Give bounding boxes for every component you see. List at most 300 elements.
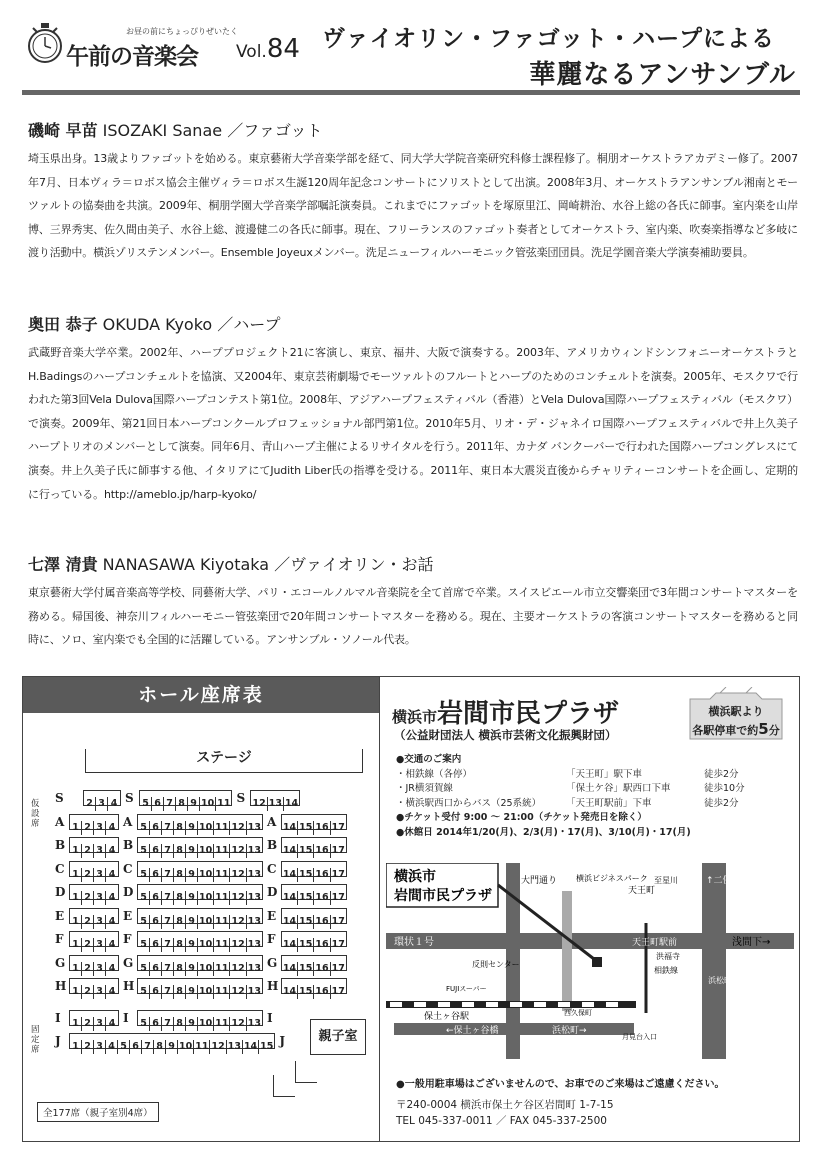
seat: 13 xyxy=(247,939,261,950)
row-label: A xyxy=(266,814,277,829)
row-label: D xyxy=(123,885,134,899)
row-label: H xyxy=(266,979,279,993)
closed-days: ●休館日 2014年1/20(月)、2/3(月)・17(月)、3/10(月)・17(月) xyxy=(396,826,691,838)
seat: 8 xyxy=(174,1017,186,1031)
seat: 13 xyxy=(268,798,282,809)
seat-row xyxy=(55,931,351,948)
seat: 6 xyxy=(152,797,164,811)
bio-nanasawa xyxy=(28,552,798,652)
seat-row xyxy=(55,861,351,878)
seat: 8 xyxy=(174,868,186,882)
map-hanshin: 反則センター xyxy=(472,960,520,969)
seat: 3 xyxy=(94,962,106,976)
seat-row xyxy=(55,978,351,995)
plaza-marker xyxy=(592,957,602,967)
seat: 13 xyxy=(247,892,261,903)
seat: 11 xyxy=(215,1017,229,1029)
row-label: E xyxy=(55,908,65,923)
seat: 2 xyxy=(82,915,94,929)
phone-fax: TEL 045-337-0011 ／ FAX 045-337-2500 xyxy=(396,1115,607,1127)
seat: 15 xyxy=(299,868,313,880)
seat-row xyxy=(55,1033,293,1050)
seat: 12 xyxy=(231,962,245,974)
map-plaza-name: 岩間市民プラザ xyxy=(394,888,492,904)
bio-isozaki xyxy=(28,118,798,265)
venue-address xyxy=(396,1097,614,1129)
seat: 1 xyxy=(70,891,82,905)
row-label: J xyxy=(55,1034,61,1048)
seat: 4 xyxy=(108,962,116,974)
postal-address: 〒240-0004 横浜市保土ケ谷区岩間町 1-7-15 xyxy=(396,1099,614,1111)
seat: 4 xyxy=(108,821,116,833)
seat: 10 xyxy=(201,798,215,809)
seat-group xyxy=(281,861,347,880)
seat: 6 xyxy=(150,821,162,835)
seat: 12 xyxy=(231,821,245,833)
seat: 13 xyxy=(247,868,261,880)
seat-group xyxy=(281,884,347,903)
row-label: J xyxy=(279,1034,286,1048)
map-nihoshigawa: ↑二俣川 xyxy=(706,876,741,886)
seat: 12 xyxy=(231,915,245,927)
seat: 3 xyxy=(94,891,106,905)
seat: 12 xyxy=(231,986,245,997)
seat: 2 xyxy=(84,797,96,811)
seat: 1 xyxy=(70,938,82,952)
bio-text: 埼玉県出身。13歳よりファゴットを始める。東京藝術大学音楽学部を経て、同大学大学院音楽研究科修士課程修了。桐朋オーケストラアカデミー修了。2007年7月、日本ヴィラ＝ロボス協会主催ヴィラ＝ロボス生誕120周年記念コンサートにソリストとして出演。2008年3月、オーケストラアンサンブル湘南とモーツァルトの協奏曲を共演。2009年、桐朋学園大学音楽学部嘱託演奏員。これまでにファゴットを塚原里江、岡崎耕治、水谷上総の各氏に師事。室内楽を山岸博、三界秀実、佐久間由美子、水谷上総、渡邊健二の各氏に師事。現在、フリーランスのファゴット奏者としてオーケストラ、室内楽、吹奏楽指導など多岐に渡り活動中。横浜ゾリステンメンバー。Ensemble Joyeuxメンバー。洗足ニューフィルハーモニック管弦楽団団員。洗足学園音楽大学演奏補助要員。 xyxy=(28,152,798,260)
seat: 6 xyxy=(150,962,162,976)
seat-group xyxy=(250,790,300,809)
row-label: C xyxy=(123,861,133,876)
seat: 4 xyxy=(108,892,116,903)
seat: 4 xyxy=(108,939,116,950)
seat: 12 xyxy=(231,939,245,950)
row-label: G xyxy=(55,955,66,970)
seat: 15 xyxy=(299,892,313,903)
seat: 8 xyxy=(174,962,186,976)
seat: 10 xyxy=(199,845,213,856)
seat: 15 xyxy=(299,939,313,950)
venue-title: 横浜市岩間市民プラザ xyxy=(392,699,620,729)
route-row: ・横浜駅西口からバス（25系統） 「天王町駅前」下車 徒歩2分 xyxy=(396,797,739,809)
seat: 10 xyxy=(179,1041,193,1052)
stair-step xyxy=(295,1061,317,1083)
venue-operator: （公益財団法人 横浜市芸術文化振興財団） xyxy=(394,728,617,742)
seat: 2 xyxy=(82,821,94,835)
seat: 1 xyxy=(70,821,82,835)
seat: 10 xyxy=(199,821,213,833)
seat-row xyxy=(55,955,351,972)
seat: 11 xyxy=(215,892,229,903)
map-hodogaya-bashi: ←保土ヶ谷橋 xyxy=(446,1026,499,1036)
row-label: S xyxy=(55,791,64,805)
seat: 2 xyxy=(82,844,94,858)
seat: 3 xyxy=(94,985,106,999)
row-label: F xyxy=(123,932,132,946)
seat: 5 xyxy=(138,962,150,976)
seat: 6 xyxy=(150,891,162,905)
seat-group xyxy=(69,908,119,927)
lower-road xyxy=(394,1023,634,1035)
seat-group xyxy=(137,931,263,950)
seat: 16 xyxy=(315,845,329,856)
seat-group xyxy=(281,931,347,950)
seat-row xyxy=(55,884,351,901)
seat: 3 xyxy=(94,821,106,835)
seat: 16 xyxy=(315,939,329,950)
seat: 5 xyxy=(138,938,150,952)
seat: 17 xyxy=(331,939,345,950)
seat: 11 xyxy=(217,798,231,809)
seat: 7 xyxy=(162,844,174,858)
seat: 5 xyxy=(138,915,150,929)
train-badge xyxy=(680,687,792,747)
access-line2: 各駅停車で約5分 xyxy=(692,720,780,738)
seat: 4 xyxy=(108,986,116,997)
seat-group xyxy=(137,837,263,856)
seat-group xyxy=(139,790,232,809)
seat: 3 xyxy=(94,844,106,858)
map-sotetsu: 相鉄線 xyxy=(654,966,678,975)
row-label: F xyxy=(55,932,64,946)
seat: 4 xyxy=(106,1040,118,1054)
seat: 16 xyxy=(315,915,329,927)
seat-group xyxy=(137,955,263,974)
seat: 11 xyxy=(215,868,229,880)
seat: 16 xyxy=(315,962,329,974)
seat: 14 xyxy=(284,798,299,809)
seat-group xyxy=(137,861,263,880)
seat: 9 xyxy=(166,1040,178,1054)
map-fuji: FUJIスーパー xyxy=(446,985,487,993)
seat: 6 xyxy=(150,1017,162,1031)
seat: 7 xyxy=(162,821,174,835)
seat: 11 xyxy=(215,845,229,856)
seat: 15 xyxy=(299,915,313,927)
seat: 14 xyxy=(282,821,297,833)
seat: 9 xyxy=(186,915,198,929)
seat: 9 xyxy=(186,985,198,999)
seat: 13 xyxy=(247,1017,261,1029)
concert-title-line2: 華麗なるアンサンブル xyxy=(529,60,796,90)
seat: 12 xyxy=(231,868,245,880)
seat: 11 xyxy=(215,939,229,950)
seat: 9 xyxy=(186,938,198,952)
info-panel xyxy=(22,676,800,1142)
seat: 17 xyxy=(331,915,345,927)
row-label: G xyxy=(266,955,278,970)
seat-group xyxy=(137,908,263,927)
map-hodogaya-station: 保土ヶ谷駅 xyxy=(424,1012,470,1022)
seat: 9 xyxy=(186,844,198,858)
seat: 3 xyxy=(94,1040,106,1054)
seat: 3 xyxy=(94,938,106,952)
row-label: B xyxy=(123,838,134,852)
row-label: B xyxy=(55,838,66,852)
row-label: H xyxy=(123,979,135,993)
seat: 5 xyxy=(138,844,150,858)
header-divider xyxy=(22,90,800,95)
seat: 5 xyxy=(118,1040,130,1054)
row-label: C xyxy=(55,861,65,876)
seat: 11 xyxy=(215,962,229,974)
seat: 8 xyxy=(174,821,186,835)
route-row: ・JR横須賀線 「保土ケ谷」駅西口下車 徒歩10分 xyxy=(396,783,745,794)
row-label: D xyxy=(55,885,66,899)
row-label: I xyxy=(123,1010,129,1025)
seat-group xyxy=(69,814,119,833)
seat: 1 xyxy=(70,962,82,976)
seat-group xyxy=(69,978,119,997)
seat: 16 xyxy=(315,821,329,833)
seat: 9 xyxy=(186,1017,198,1031)
map-asama: 浅間下→ xyxy=(732,937,771,948)
traffic-heading: ●交通のご案内 xyxy=(396,754,462,765)
seat: 8 xyxy=(174,891,186,905)
row-label: F xyxy=(266,932,276,946)
map-tennocho-station: 天王町 xyxy=(628,886,656,896)
seat: 10 xyxy=(199,868,213,880)
concert-title-line1: ヴァイオリン・ファゴット・ハープによる xyxy=(322,25,776,52)
parking-note: ●一般用駐車場はございませんので、お車でのご来場はご遠慮ください。 xyxy=(396,1079,725,1090)
label-fixed-seats: 固定席 xyxy=(31,1025,40,1055)
seat: 7 xyxy=(162,938,174,952)
seat: 9 xyxy=(186,962,198,976)
map-tsuki: 月見台入口 xyxy=(622,1033,657,1041)
seat: 5 xyxy=(138,891,150,905)
sotetsu-rail xyxy=(386,1001,636,1008)
seat: 4 xyxy=(108,868,116,880)
map-hamamatsu: 浜松町↓ xyxy=(708,976,739,985)
seat: 10 xyxy=(199,915,213,927)
map-business-park: 横浜ビジネスパーク xyxy=(576,874,648,883)
seat-row xyxy=(55,837,351,854)
seat: 8 xyxy=(174,915,186,929)
seat-group xyxy=(69,1033,275,1052)
page-header xyxy=(22,12,800,92)
map-ring-road: 環状１号 xyxy=(394,937,434,948)
clock-icon xyxy=(24,20,66,66)
seat: 2 xyxy=(82,891,94,905)
seat: 4 xyxy=(108,845,116,856)
seat: 17 xyxy=(331,962,345,974)
stair-step xyxy=(273,1075,295,1097)
row-label: A xyxy=(123,814,133,829)
volume-number: Vol.84 xyxy=(236,34,300,64)
seat-group xyxy=(281,814,347,833)
seat-group xyxy=(137,978,263,997)
map-omon: 大門通り xyxy=(521,876,558,886)
map-kohukuji: 洪福寺 xyxy=(656,952,680,961)
seat: 2 xyxy=(82,938,94,952)
seat: 13 xyxy=(247,845,261,856)
bio-heading: 奥田 恭子 OKUDA Kyoko ／ハープ xyxy=(28,315,281,334)
seat: 13 xyxy=(247,962,261,974)
route-row: ・相鉄線（各停） 「天王町」駅下車 徒歩2分 xyxy=(396,768,739,780)
row-label: A xyxy=(55,814,65,829)
seat: 6 xyxy=(150,938,162,952)
seat: 8 xyxy=(174,844,186,858)
seat: 7 xyxy=(162,915,174,929)
seat: 3 xyxy=(94,915,106,929)
row-label: I xyxy=(266,1010,273,1025)
seat: 9 xyxy=(186,868,198,882)
seating-chart xyxy=(23,677,380,1141)
seat-group xyxy=(69,955,119,974)
access-info xyxy=(396,753,792,840)
seat: 15 xyxy=(260,1041,274,1052)
seat: 1 xyxy=(70,868,82,882)
row-label: S xyxy=(236,791,246,805)
seat: 2 xyxy=(82,985,94,999)
seat-group xyxy=(281,908,347,927)
seat-group xyxy=(83,790,121,809)
map-tennocho-ekimae: 天王町駅前 xyxy=(632,938,678,948)
seat-row xyxy=(55,814,351,831)
seat: 11 xyxy=(215,821,229,833)
seat: 6 xyxy=(150,915,162,929)
parent-child-room: 親子室 xyxy=(310,1019,366,1055)
seat: 4 xyxy=(108,1017,116,1029)
seat: 3 xyxy=(94,868,106,882)
seat: 4 xyxy=(108,915,116,927)
seat: 11 xyxy=(215,986,229,997)
seat: 13 xyxy=(227,1041,241,1052)
seat: 5 xyxy=(138,985,150,999)
row-label: I xyxy=(55,1010,61,1025)
row-label: C xyxy=(266,861,277,876)
seat: 12 xyxy=(252,798,266,809)
seat: 17 xyxy=(331,986,345,997)
seat: 11 xyxy=(215,915,229,927)
map-nishikubo: 西久保町 xyxy=(564,1009,592,1017)
seat-group xyxy=(69,884,119,903)
seat: 8 xyxy=(174,985,186,999)
row-label: S xyxy=(125,791,134,805)
seat: 7 xyxy=(142,1040,154,1054)
seat-group xyxy=(137,814,263,833)
seat-total: 全177席（親子室別4席） xyxy=(37,1102,159,1122)
seat: 1 xyxy=(70,1017,82,1031)
seat: 17 xyxy=(331,845,345,856)
map-hamamatsucho: 浜松町→ xyxy=(552,1026,587,1036)
row-label: D xyxy=(266,885,278,899)
seat: 10 xyxy=(199,1017,213,1029)
stage: ステージ xyxy=(85,749,363,773)
seat: 4 xyxy=(110,798,118,809)
nihoshigawa-road xyxy=(702,863,726,1059)
seat: 2 xyxy=(82,868,94,882)
seat: 17 xyxy=(331,868,345,880)
seat: 12 xyxy=(231,845,245,856)
seat: 14 xyxy=(282,892,297,903)
seat: 7 xyxy=(162,891,174,905)
row-label: E xyxy=(123,908,133,923)
seat: 13 xyxy=(247,986,261,997)
seat: 3 xyxy=(94,1017,106,1031)
seat: 16 xyxy=(315,892,329,903)
seat: 12 xyxy=(211,1041,225,1052)
seat: 10 xyxy=(199,986,213,997)
seat: 5 xyxy=(138,1017,150,1031)
seat-row xyxy=(55,908,351,925)
bio-text: 武蔵野音楽大学卒業。2002年、ハーププロジェクト21に客演し、東京、福井、大阪で演奏する。2003年、アメリカウィンドシンフォニーオーケストラとH.Badingsのハープコンチェルトを協演、又2004年、東京芸術劇場でモーツァルトのフルートとハープのためのコンチェルトを演奏。2005年、モスクワで行われた第3回Vela Dulova国際ハープコンテスト第1位。2008年、アジアハープフェスティバル（香港）とVela Dulova国際ハープフェスティバル（モスクワ）で演奏。2009年、第21回日本ハープコンクールプロフェッショナル部門第1位。2010年5月、リオ・デ・ジャネイロ国際ハープフェスティバルで井上久美子ハープトリオのメンバーとして演奏。同年6月、青山ハープ主催によるリサイタルを行う。2011年、カナダ バンクーバーで行われた国際ハープコングレスにて演奏。井上久美子氏に師事する他、イタリアにてJudith Liber氏の指導を受ける。2011年、東日本大震災直後からチャリティーコンサートを企画し、定期的に行っている。http://ameblo.jp/harp-kyoko/ xyxy=(28,346,798,501)
bio-heading: 磯崎 早苗 ISOZAKI Sanae ／ファゴット xyxy=(28,121,323,140)
seat-group xyxy=(137,1010,263,1029)
seat: 8 xyxy=(174,938,186,952)
row-label: G xyxy=(123,955,134,970)
row-label: H xyxy=(55,979,67,993)
bio-text: 東京藝術大学付属音楽高等学校、同藝術大学、パリ・エコールノルマル音楽院を全て首席で卒業。スイスビエール市立交響楽団で3年間コンサートマスターを務める。帰国後、神奈川フィルハーモニー管弦楽団で20年間コンサートマスターを務める。現在、主要オーケストラの客演コンサートマスターを務めると同時に、ソロ、室内楽でも全国的に活躍している。アンサンブル・ソノール代表。 xyxy=(28,586,798,647)
bio-okuda xyxy=(28,312,798,506)
seat: 5 xyxy=(138,868,150,882)
row-label: E xyxy=(266,908,277,923)
seat: 13 xyxy=(247,821,261,833)
seat: 2 xyxy=(82,1040,94,1054)
seat: 11 xyxy=(195,1041,209,1052)
seat: 14 xyxy=(282,915,297,927)
seat: 8 xyxy=(154,1040,166,1054)
map-plaza-city: 横浜市 xyxy=(394,869,436,885)
seat-row xyxy=(55,790,304,807)
seat-group xyxy=(281,837,347,856)
seat: 6 xyxy=(150,868,162,882)
seat: 14 xyxy=(282,868,297,880)
seat: 10 xyxy=(199,962,213,974)
seat: 12 xyxy=(231,1017,245,1029)
seat: 10 xyxy=(199,892,213,903)
ticket-hours: ●チケット受付 9:00 ～ 21:00（チケット発売日を除く） xyxy=(396,812,647,823)
seat-group xyxy=(69,837,119,856)
seat: 13 xyxy=(247,915,261,927)
series-tagline: お昼の前にちょっぴりぜいたく xyxy=(126,27,238,36)
seat: 14 xyxy=(282,939,297,950)
seat-row xyxy=(55,1010,281,1027)
seat: 15 xyxy=(299,962,313,974)
seat: 2 xyxy=(82,1017,94,1031)
seat: 14 xyxy=(243,1041,258,1052)
seat: 14 xyxy=(282,986,297,997)
seat: 1 xyxy=(70,915,82,929)
seat: 6 xyxy=(130,1040,142,1054)
seat: 1 xyxy=(70,1040,82,1054)
seat: 15 xyxy=(299,845,313,856)
map-shiseki: 至星川 xyxy=(654,876,678,885)
seat: 5 xyxy=(140,797,152,811)
seat-group xyxy=(69,931,119,950)
seat: 16 xyxy=(315,868,329,880)
seat: 6 xyxy=(150,985,162,999)
seat-group xyxy=(137,884,263,903)
access-line1: 横浜駅より xyxy=(708,705,764,718)
seat: 10 xyxy=(199,939,213,950)
seat: 1 xyxy=(70,985,82,999)
seat: 2 xyxy=(82,962,94,976)
label-temporary-seats: 仮設席 xyxy=(31,799,40,829)
seat: 7 xyxy=(164,797,176,811)
seat: 17 xyxy=(331,892,345,903)
seat-group xyxy=(69,861,119,880)
series-name: 午前の音楽会 xyxy=(66,44,198,70)
seat: 8 xyxy=(176,797,188,811)
seat: 12 xyxy=(231,892,245,903)
seat: 17 xyxy=(331,821,345,833)
access-map xyxy=(386,863,794,1059)
seat: 9 xyxy=(186,821,198,835)
seat: 14 xyxy=(282,845,297,856)
seat-group xyxy=(69,1010,119,1029)
seat: 7 xyxy=(162,1017,174,1031)
